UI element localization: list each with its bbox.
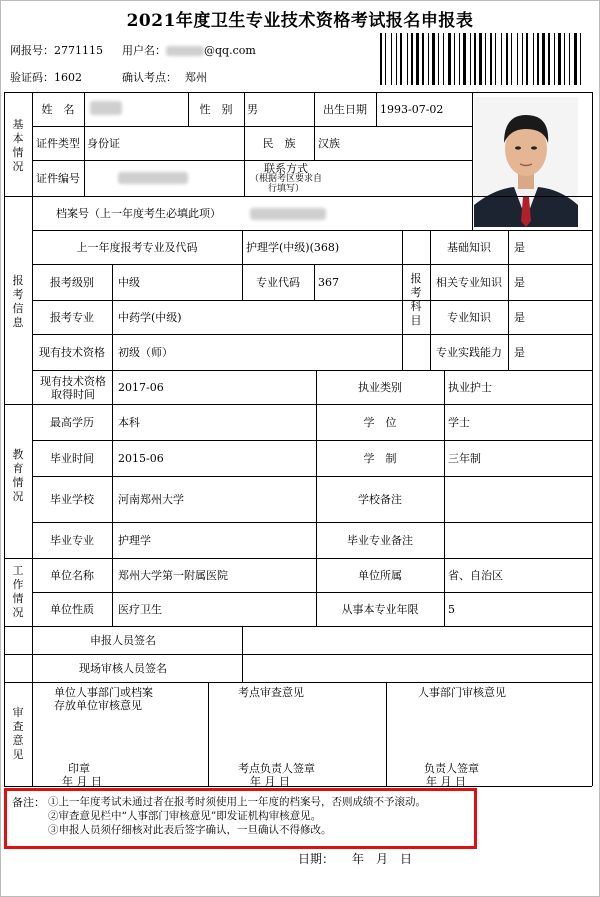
unit-location-label: 单位所属 <box>358 569 402 582</box>
grid-line <box>314 264 315 300</box>
grid-line <box>32 440 592 441</box>
hr-signer-label: 负责人签章 <box>424 762 479 775</box>
web-no-field: 网报号：2771115 <box>10 44 103 57</box>
grad-time-label: 毕业时间 <box>50 452 94 465</box>
archive-redaction <box>250 208 326 220</box>
id-no-redaction <box>118 172 188 184</box>
grid-line <box>4 682 592 683</box>
grid-line <box>4 654 592 655</box>
grad-major-note-label: 毕业专业备注 <box>347 534 413 547</box>
web-no-value: 2771115 <box>54 44 103 57</box>
section-education-label: 教育情况 <box>12 448 24 503</box>
grid-line <box>32 592 592 593</box>
barcode-image <box>378 33 588 85</box>
footer-date-label: 日期： <box>298 852 335 866</box>
exam-major-label: 报考专业 <box>50 311 94 324</box>
grid-line <box>386 682 387 786</box>
remark-item: ①上一年度考试未通过者在报考时须使用上一年度的档案号，否则成绩不予滚动。 <box>48 796 426 808</box>
unit-value: 郑州大学第一附属医院 <box>118 569 228 582</box>
unit-nature-value: 医疗卫生 <box>118 603 162 616</box>
site-value: 郑州 <box>185 71 207 84</box>
grid-line <box>32 522 592 523</box>
section-exam-label: 报考信息 <box>12 274 24 329</box>
unit-opinion-label-2: 存放单位审核意见 <box>54 699 142 712</box>
qual-time-label: 现有技术资格取得时间 <box>40 375 106 401</box>
id-no-label: 证件编号 <box>36 172 80 185</box>
archive-label: 档案号（上一年度考生必填此项） <box>56 207 221 220</box>
grid-line <box>4 92 592 93</box>
contact-note: （根据考区要求自行填写） <box>249 174 322 194</box>
subject-value: 是 <box>514 311 525 324</box>
grid-line <box>84 92 85 196</box>
unit-label: 单位名称 <box>50 569 94 582</box>
section-basic-label: 基本情况 <box>12 118 24 173</box>
xuewei-value: 学士 <box>448 416 470 429</box>
grid-line <box>4 558 592 559</box>
cur-qual-label: 现有技术资格 <box>39 346 105 359</box>
school-note-label: 学校备注 <box>358 493 402 506</box>
subject-value: 是 <box>514 346 525 359</box>
grid-line <box>444 370 445 404</box>
grid-line <box>32 682 33 786</box>
subject-name: 专业实践能力 <box>436 346 502 359</box>
hr-date-label: 年 月 日 <box>426 775 466 788</box>
grid-line <box>444 558 445 626</box>
major-code-label: 专业代码 <box>256 276 300 289</box>
grid-line <box>376 92 377 126</box>
name-label: 姓 名 <box>41 103 75 116</box>
grid-line <box>592 92 593 786</box>
level-value: 中级 <box>118 276 140 289</box>
grid-line <box>112 264 113 404</box>
subject-name: 专业知识 <box>447 311 491 324</box>
hr-opinion-label: 人事部门审核意见 <box>418 686 506 699</box>
years-value: 5 <box>448 603 455 616</box>
school-value: 河南郑州大学 <box>118 493 184 506</box>
exam-major-value: 中药学(中级) <box>118 311 182 324</box>
major-code-value: 367 <box>318 276 339 289</box>
grid-line <box>4 626 592 627</box>
grid-line <box>242 230 243 300</box>
gender-value: 男 <box>247 103 258 116</box>
username-field: 用户名： @qq.com <box>122 44 256 57</box>
code-field: 验证码：1602 <box>10 71 82 84</box>
grid-line <box>208 682 209 786</box>
degree-value: 本科 <box>118 416 140 429</box>
remark-item: ③申报人员须仔细核对此表后签字确认，一旦确认不得修改。 <box>48 824 332 836</box>
nation-value: 汉族 <box>318 137 340 150</box>
name-redaction <box>90 101 122 115</box>
grid-line <box>472 92 473 230</box>
grid-line <box>32 126 472 127</box>
xuewei-label: 学 位 <box>363 416 397 429</box>
footer-date-value: 年 月 日 <box>352 852 413 866</box>
username-redaction <box>166 46 204 56</box>
grid-line <box>32 370 592 371</box>
grid-line <box>4 404 592 405</box>
prev-major-value: 护理学(中级)(368) <box>246 241 340 254</box>
code-value: 1602 <box>54 71 82 84</box>
subject-value: 是 <box>514 241 525 254</box>
unit-location-value: 省、自治区 <box>448 569 503 582</box>
prev-major-label: 上一年度报考专业及代码 <box>76 241 198 254</box>
id-type-value: 身份证 <box>87 137 120 150</box>
xuezhi-value: 三年制 <box>448 452 481 465</box>
years-label: 从事本专业年限 <box>341 603 419 616</box>
grad-time-value: 2015-06 <box>118 452 164 465</box>
cur-qual-value: 初级（师） <box>118 346 173 359</box>
practice-value: 执业护士 <box>448 381 492 394</box>
level-label: 报考级别 <box>50 276 94 289</box>
section-review-label: 审查意见 <box>12 706 24 761</box>
grad-major-value: 护理学 <box>118 534 151 547</box>
unit-nature-label: 单位性质 <box>50 603 94 616</box>
dob-label: 出生日期 <box>323 103 367 116</box>
section-work-label: 工作情况 <box>12 564 24 619</box>
practice-label: 执业类别 <box>358 381 402 394</box>
stamp-label: 印章 <box>68 762 90 775</box>
applicant-signature-label: 申报人员签名 <box>90 634 156 647</box>
site-date-label: 年 月 日 <box>250 775 290 788</box>
nation-label: 民 族 <box>262 137 296 150</box>
unit-opinion-label: 单位人事部门或档案 <box>54 686 153 699</box>
school-label: 毕业学校 <box>50 493 94 506</box>
grad-major-label: 毕业专业 <box>50 534 94 547</box>
grid-line <box>242 626 243 682</box>
grid-line <box>32 160 472 161</box>
subject-value: 是 <box>514 276 525 289</box>
subject-name: 相关专业知识 <box>436 276 502 289</box>
remarks-label: 备注： <box>12 796 45 809</box>
grid-line <box>112 558 113 626</box>
site-opinion-label: 考点审查意见 <box>238 686 304 699</box>
subject-name: 基础知识 <box>447 241 491 254</box>
dob-value: 1993-07-02 <box>380 103 444 116</box>
applicant-photo <box>474 97 578 227</box>
xuezhi-label: 学 制 <box>363 452 397 465</box>
section-subject-label: 报考科目 <box>410 272 422 327</box>
remark-item: ②审查意见栏中“人事部门审核意见”即发证机构审核意见。 <box>48 810 322 822</box>
site-signer-label: 考点负责人签章 <box>238 762 315 775</box>
form-title: 2021年度卫生专业技术资格考试报名申报表 <box>126 11 474 31</box>
contact-label: 联系方式 <box>264 162 308 175</box>
site-field: 确认考点： 郑州 <box>122 71 207 84</box>
username-value: @qq.com <box>204 44 256 57</box>
gender-label: 性 别 <box>199 103 233 116</box>
grid-line <box>402 230 403 370</box>
grid-line <box>112 404 113 558</box>
id-type-label: 证件类型 <box>36 137 80 150</box>
reviewer-signature-label: 现场审核人员签名 <box>79 662 167 675</box>
degree-label: 最高学历 <box>50 416 94 429</box>
unit-date-label: 年 月 日 <box>62 775 102 788</box>
grid-line <box>508 230 509 370</box>
grid-line <box>32 476 592 477</box>
grid-line <box>444 404 445 558</box>
grid-line <box>4 196 592 197</box>
qual-time-value: 2017-06 <box>118 381 164 394</box>
